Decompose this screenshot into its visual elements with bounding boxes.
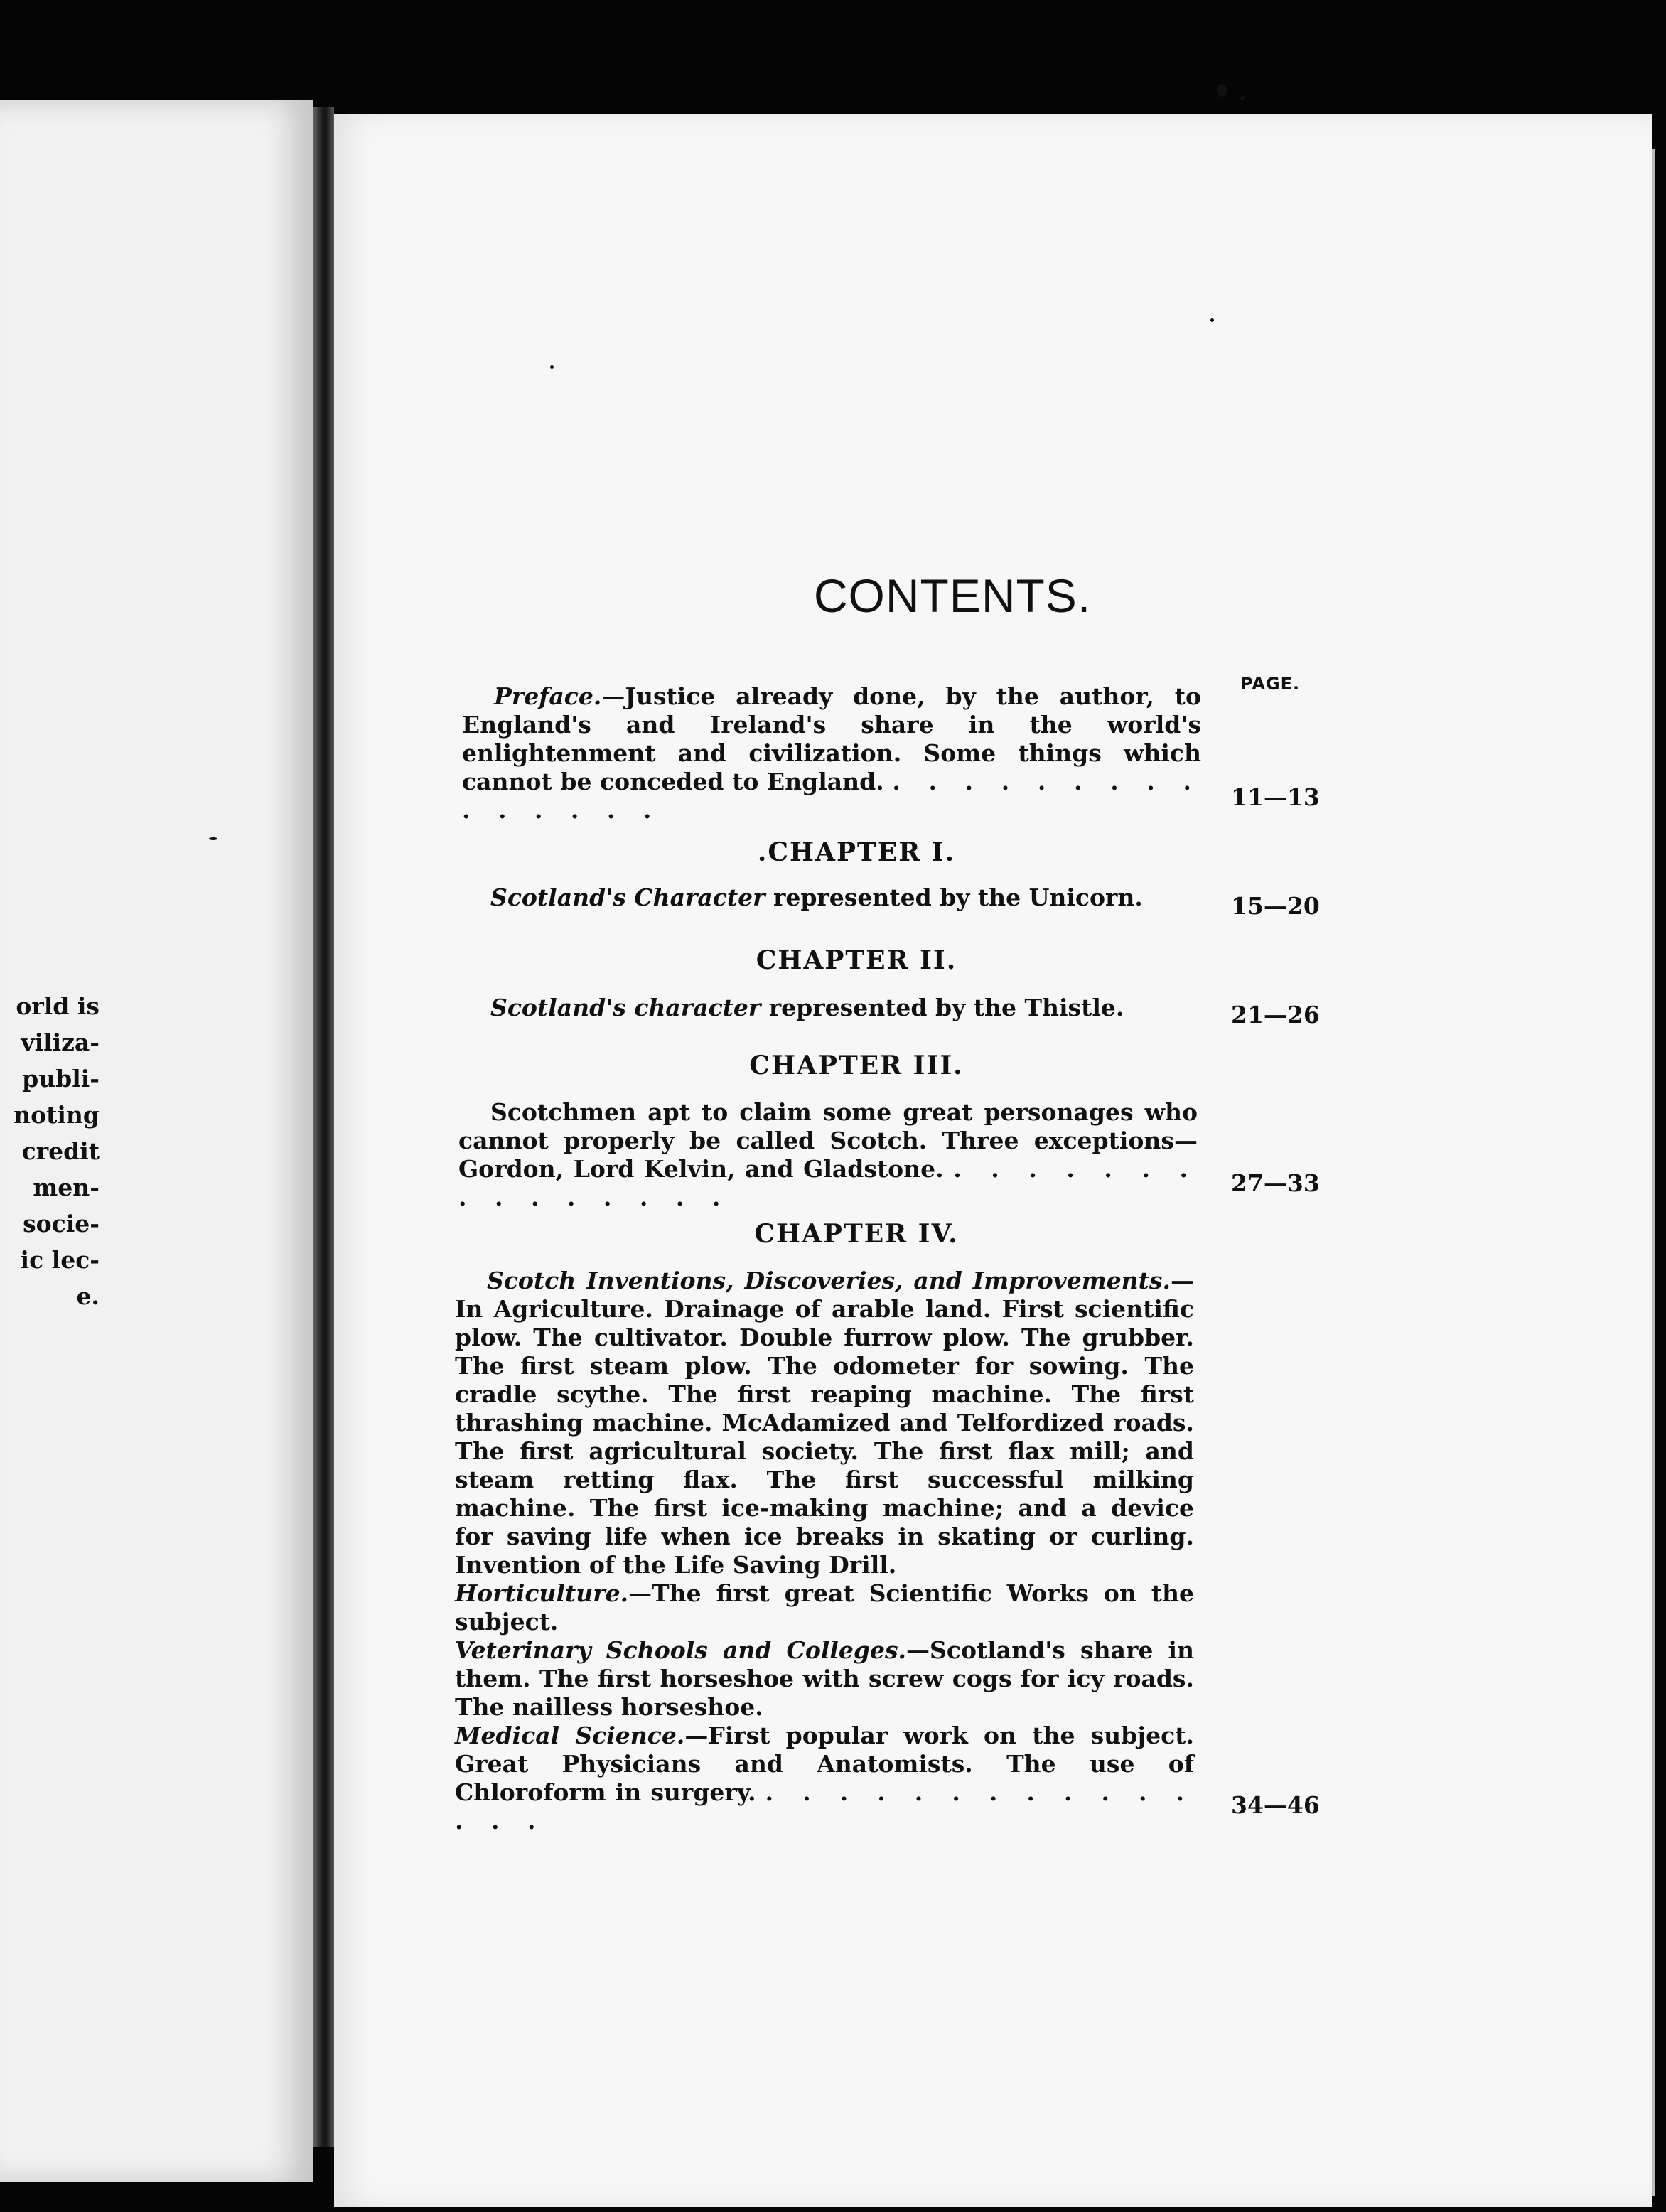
scan-speck: [1240, 96, 1245, 100]
scan-speck: [550, 365, 554, 369]
preface-label: Preface.: [494, 682, 602, 710]
left-fragment: credit: [21, 1137, 100, 1165]
scan-speck: [1217, 84, 1227, 97]
chapter-1-pages: 15—20: [1231, 892, 1320, 920]
preface-text: —Justice already done, by the author, to England's and Ireland's share in the world's enlightenment and civilization. Some things which cannot be conceded to England.: [462, 682, 1201, 795]
left-fragment: orld is: [16, 992, 100, 1020]
left-fragment: men-: [33, 1174, 100, 1201]
chapter-3-entry: [458, 1098, 1198, 1212]
chapter-4-section-label: Veterinary Schools and Colleges.: [455, 1636, 907, 1664]
chapter-2-heading: CHAPTER II.: [756, 945, 957, 975]
chapter-1-label: Scotland's Character: [490, 884, 765, 911]
chapter-4-section-text: —Scotland's share in them. The first horseshoe with screw cogs for icy roads. The nailless horseshoe.: [455, 1636, 1194, 1721]
preface-pages: 11—13: [1231, 783, 1320, 811]
chapter-4-section-label: Horticulture.: [455, 1579, 629, 1607]
left-fragment: noting: [14, 1101, 100, 1129]
chapter-2-label: Scotland's character: [490, 994, 761, 1021]
chapter-3-heading: CHAPTER III.: [749, 1051, 964, 1080]
left-fragment: publi-: [22, 1065, 100, 1092]
page-title: CONTENTS.: [813, 569, 1092, 622]
chapter-3-pages: 27—33: [1231, 1169, 1320, 1197]
scan-speck: [1210, 318, 1214, 322]
page-column-header: PAGE.: [1240, 674, 1301, 694]
scan-speck: [209, 837, 217, 840]
leader-dots: . . . . . . . . . . . . . . .: [462, 768, 1201, 824]
left-fragment: socie-: [23, 1210, 100, 1237]
contents-page: [455, 0, 1343, 2212]
chapter-4-section-text: —In Agriculture. Drainage of arable land. First scientific plow. The cultivator. Double furrow plow. The grubber. The first steam plow. The odometer for sowing. The cradle scythe. The first reaping machine. The first thrashing machine. McAdamized and Telfordized roads. The first agricultural society. The first flax mill; and steam retting flax. The first successful milking machine. The first ice-making machine; and a device for saving life when ice breaks in skating or curling. Invention of the Life Saving Drill.: [455, 1267, 1194, 1579]
chapter-4-entry: [455, 1267, 1194, 1835]
chapter-4-section-text: —The first great Scientific Works on the subject.: [455, 1579, 1194, 1636]
chapter-2-entry: [490, 994, 1215, 1022]
chapter-4-section-label: Medical Science.: [455, 1722, 685, 1749]
left-fragment: viliza-: [21, 1029, 100, 1056]
chapter-2-text: represented by the Thistle.: [761, 994, 1124, 1021]
chapter-2-pages: 21—26: [1231, 1001, 1320, 1029]
chapter-4-pages: 34—46: [1231, 1791, 1320, 1819]
preface-entry: [462, 682, 1201, 825]
chapter-1-heading: .CHAPTER I.: [757, 837, 956, 867]
left-fragment: e.: [76, 1282, 100, 1310]
chapter-1-entry: [490, 884, 1215, 912]
chapter-1-text: represented by the Unicorn.: [765, 884, 1143, 911]
book-spine-gutter: [313, 107, 334, 2147]
page-edge: [1652, 149, 1655, 2196]
chapter-3-text: Scotchmen apt to claim some great personages who cannot properly be called Scotch. Three exceptions—Gordon, Lord Kelvin, and Gladstone.: [458, 1098, 1198, 1183]
leader-dots: . . . . . . . . . . . . . . .: [455, 1778, 1194, 1835]
chapter-4-section-label: Scotch Inventions, Discoveries, and Improvements.: [487, 1267, 1171, 1294]
left-page-text-fragments: [0, 988, 100, 1314]
leader-dots: . . . . . . . . . . . . . . .: [458, 1155, 1198, 1211]
left-fragment: ic lec-: [20, 1246, 100, 1274]
chapter-4-section-text: —First popular work on the subject. Great Physicians and Anatomists. The use of Chloroform in surgery.: [455, 1722, 1194, 1806]
left-page: [0, 100, 313, 2182]
chapter-4-heading: CHAPTER IV.: [754, 1219, 959, 1249]
